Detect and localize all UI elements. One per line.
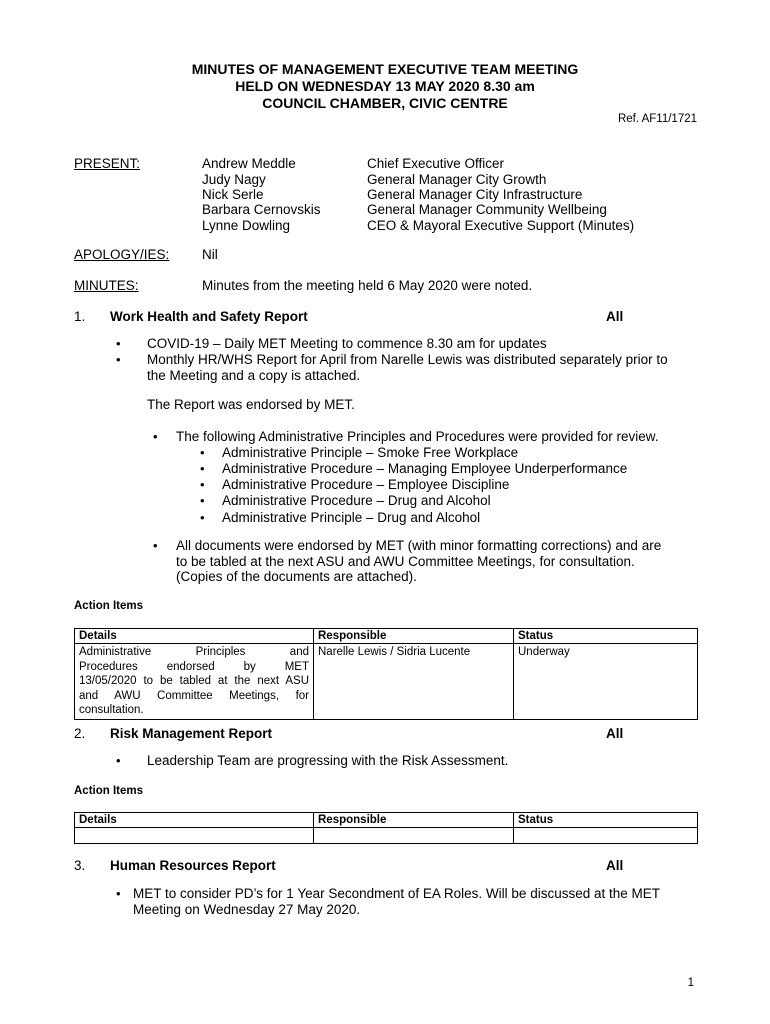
document-title-line-2: HELD ON WEDNESDAY 13 MAY 2020 8.30 am [235,78,535,94]
bullet-icon: • [200,461,205,476]
bullet-icon: • [200,510,205,525]
bullet-icon: • [116,352,121,367]
table-header-row [75,629,698,644]
details-line: Procedures endorsed by MET [79,660,309,673]
review-item: Administrative Principle – Smoke Free Workplace [222,445,519,460]
section-3-title: Human Resources Report [110,858,276,873]
status-column-header: Status [514,813,698,828]
present-label: PRESENT: [74,156,141,171]
review-item: Administrative Procedure – Drug and Alcohol [222,493,491,508]
section-1-assigned: All [606,309,624,324]
apology-value: Nil [202,247,218,262]
review-item: Administrative Procedure – Employee Discipline [222,477,510,492]
minutes-label: MINUTES: [74,278,139,293]
documents-endorsed-line: to be tabled at the next ASU and AWU Committee Meetings, for consultation. [176,554,635,569]
bullet-icon: • [153,538,158,553]
details-line: Administrative Principles and [79,646,309,658]
responsible-column-header: Responsible [314,629,514,644]
bullet-icon: • [116,336,121,351]
status-column-header: Status [514,629,698,644]
review-item: Administrative Principle – Drug and Alcohol [222,510,481,525]
section-2-number: 2. [74,726,86,741]
status-cell: Underway [514,644,698,720]
section-1-bullet: COVID-19 – Daily MET Meeting to commence 8.30 am for updates [147,336,547,351]
apology-label: APOLOGY/IES: [74,247,170,262]
table-header-row [75,813,698,828]
attendee-role: Chief Executive Officer [367,156,505,171]
document-title-line-1: MINUTES OF MANAGEMENT EXECUTIVE TEAM MEETING [191,61,579,77]
details-line: 13/05/2020 to be tabled at the next ASU [79,675,309,687]
attendee-name: Lynne Dowling [202,218,291,233]
details-line: and AWU Committee Meetings, for [79,689,309,702]
document-title-line-3: COUNCIL CHAMBER, CIVIC CENTRE [262,95,508,111]
details-column-header: Details [75,629,314,644]
details-column-header: Details [75,813,314,828]
section-2-title: Risk Management Report [110,726,273,741]
section-3-bullet-continuation: Meeting on Wednesday 27 May 2020. [133,902,361,917]
section-3-bullet: MET to consider PD’s for 1 Year Secondment of EA Roles. Will be discussed at the MET [133,886,661,901]
details-line: consultation. [79,704,144,716]
action-items-table [74,812,698,844]
details-cell [75,828,314,844]
documents-endorsed-line: (Copies of the documents are attached). [176,569,417,584]
action-items-table [74,628,698,720]
section-1-bullet: Monthly HR/WHS Report for April from Narelle Lewis was distributed separately prior to [147,352,668,367]
section-2-bullet: Leadership Team are progressing with the Risk Assessment. [147,753,509,768]
action-items-label: Action Items [74,600,144,612]
details-cell [75,644,314,720]
attendee-name: Andrew Meddle [202,156,296,171]
section-2-assigned: All [606,726,624,741]
table-row [75,644,698,720]
bullet-icon: • [153,429,158,444]
reference-number: Ref. AF11/1721 [617,113,697,125]
attendee-name: Nick Serle [202,187,264,202]
review-item: Administrative Procedure – Managing Employee Underperformance [222,461,628,476]
status-cell [514,828,698,844]
attendee-role: General Manager City Growth [367,172,547,187]
attendee-role: General Manager Community Wellbeing [367,202,607,217]
minutes-value: Minutes from the meeting held 6 May 2020 were noted. [202,278,533,293]
attendee-role: General Manager City Infrastructure [367,187,583,202]
action-items-label: Action Items [74,785,144,797]
bullet-icon: • [116,753,121,768]
bullet-icon: • [200,445,205,460]
attendee-role: CEO & Mayoral Executive Support (Minutes) [367,218,635,233]
section-1-number: 1. [74,309,86,324]
documents-endorsed-line: All documents were endorsed by MET (with minor formatting corrections) and are [176,538,662,553]
table-row [75,828,698,844]
responsible-column-header: Responsible [314,813,514,828]
section-1-endorsed-text: The Report was endorsed by MET. [147,397,355,412]
section-3-number: 3. [74,858,86,873]
attendee-name: Barbara Cernovskis [202,202,321,217]
review-intro: The following Administrative Principles and Procedures were provided for review. [176,429,659,444]
responsible-cell: Narelle Lewis / Sidria Lucente [314,644,514,720]
page-number: 1 [687,977,694,989]
bullet-icon: • [116,886,121,901]
section-1-bullet-continuation: the Meeting and a copy is attached. [147,368,361,383]
responsible-cell [314,828,514,844]
bullet-icon: • [200,493,205,508]
section-1-title: Work Health and Safety Report [110,309,308,324]
attendee-name: Judy Nagy [202,172,266,187]
section-3-assigned: All [606,858,624,873]
bullet-icon: • [200,477,205,492]
